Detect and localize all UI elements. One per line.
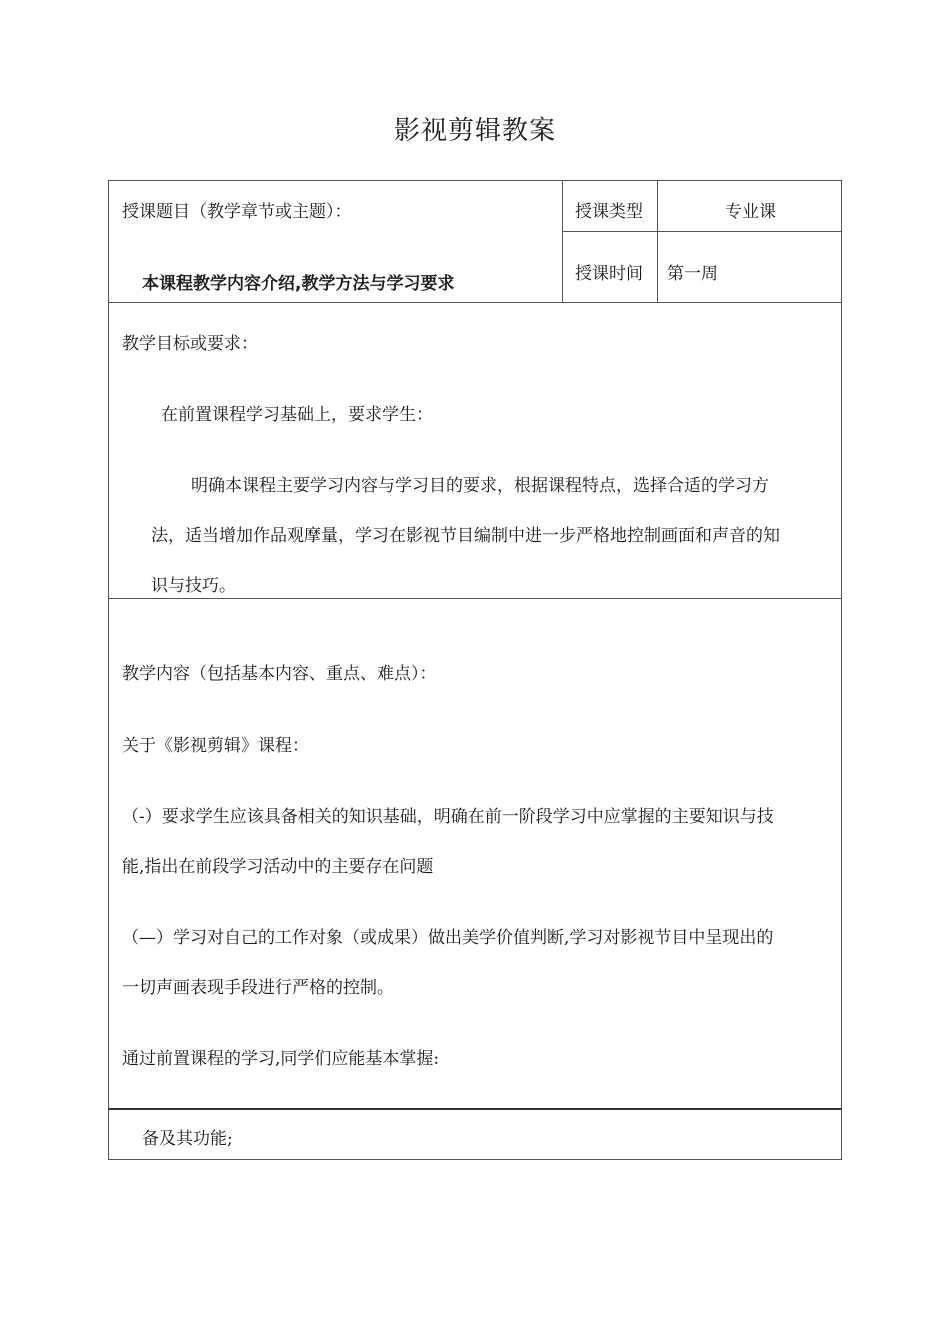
content-item1-line-2: 能,指出在前段学习活动中的主要存在问题	[122, 857, 434, 877]
content-heading: 教学内容（包括基本内容、重点、难点）：	[122, 664, 437, 684]
content-item1-line-1: （-）要求学生应该具备相关的知识基础，明确在前一阶段学习中应掌握的主要知识与技	[122, 807, 774, 827]
header-divider-1	[562, 181, 563, 302]
objectives-line-1: 明确本课程主要学习内容与学习目的要求，根据课程特点，选择合适的学习方	[191, 476, 769, 496]
continuation-row	[108, 1108, 842, 1160]
header-table	[108, 180, 842, 303]
content-summary: 通过前置课程的学习,同学们应能基本掌握:	[122, 1049, 440, 1069]
content-section	[108, 598, 842, 1110]
header-row-divider	[562, 231, 841, 232]
type-label: 授课类型	[575, 202, 643, 222]
objectives-line-2: 法，适当增加作品观摩量，学习在影视节目编制中进一步严格地控制画面和声音的知	[151, 526, 780, 546]
objectives-heading: 教学目标或要求：	[122, 334, 258, 354]
content-item2-line-1: （—）学习对自己的工作对象（或成果）做出美学价值判断,学习对影视节目中呈现出的	[122, 928, 774, 948]
header-divider-2	[657, 181, 658, 302]
type-value: 专业课	[725, 202, 776, 222]
objectives-line-3: 识与技巧。	[151, 576, 236, 596]
objectives-intro: 在前置课程学习基础上，要求学生：	[161, 405, 433, 425]
objectives-section	[108, 302, 842, 599]
continuation-text: 备及其功能;	[142, 1129, 233, 1149]
topic-value: 本课程教学内容介绍,教学方法与学习要求	[142, 274, 455, 294]
time-value: 第一周	[667, 264, 718, 284]
content-item2-line-2: 一切声画表现手段进行严格的控制。	[122, 978, 394, 998]
topic-label: 授课题目（教学章节或主题）：	[122, 202, 352, 222]
document-title: 影视剪辑教案	[393, 116, 556, 146]
content-about: 关于《影视剪辑》课程：	[122, 736, 309, 756]
time-label: 授课时间	[575, 264, 643, 284]
